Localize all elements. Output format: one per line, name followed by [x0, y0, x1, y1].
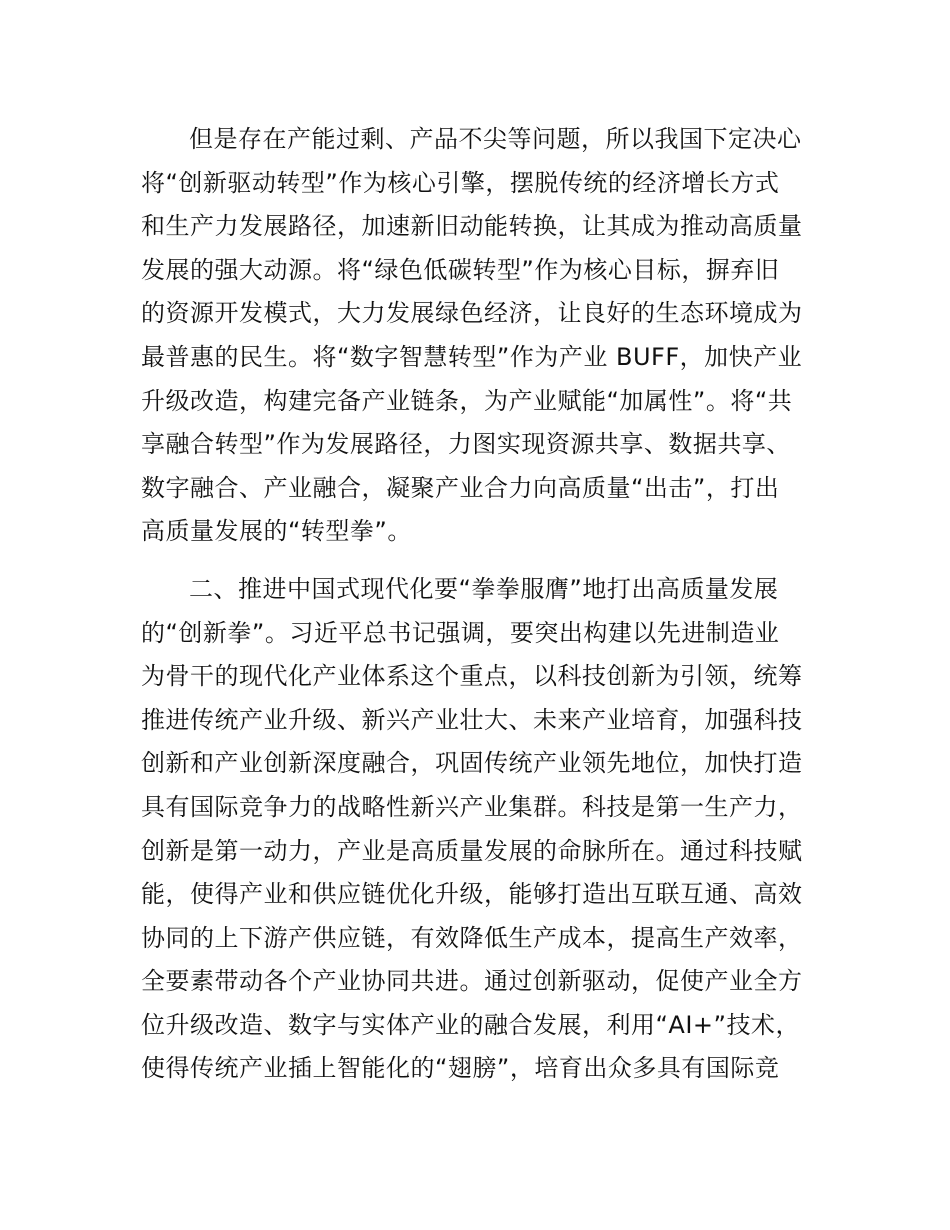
text-line: 位升级改造、数字与实体产业的融合发展，利用“AI+”技术，: [141, 1010, 800, 1039]
text-line: 二、推进中国式现代化要“拳拳服膺”地打出高质量发展: [189, 574, 779, 603]
text-line: 创新和产业创新深度融合，巩固传统产业领先地位，加快打造: [141, 749, 803, 778]
text-line: 能，使得产业和供应链优化升级，能够打造出互联互通、高效: [141, 880, 803, 909]
paragraph-1: [141, 118, 813, 554]
text-line: 发展的强大动源。将“绿色低碳转型”作为核心目标，摒弃旧: [141, 255, 780, 284]
text-line: 协同的上下游产供应链，有效降低生产成本，提高生产效率，: [141, 923, 803, 952]
paragraph-2: [141, 568, 813, 1091]
text-line: 将“创新驱动转型”作为核心引擎，摆脱传统的经济增长方式: [141, 168, 780, 197]
text-line: 升级改造，构建完备产业链条，为产业赋能“加属性”。将“共: [141, 386, 793, 415]
text-line: 数字融合、产业融合，凝聚产业合力向高质量“出击”，打出: [141, 473, 780, 502]
text-line: 的资源开发模式，大力发展绿色经济，让良好的生态环境成为: [141, 299, 803, 328]
text-line: 的“创新拳”。习近平总书记强调，要突出构建以先进制造业: [141, 618, 780, 647]
text-line: 具有国际竞争力的战略性新兴产业集群。科技是第一生产力，: [141, 792, 803, 821]
paragraph-gap: [141, 554, 813, 568]
text-line: 使得传统产业插上智能化的“翅膀”，培育出众多具有国际竞: [141, 1054, 780, 1083]
text-line: 和生产力发展路径，加速新旧动能转换，让其成为推动高质量: [141, 212, 803, 241]
text-line: 但是存在产能过剩、产品不尖等问题，所以我国下定决心: [189, 125, 802, 153]
text-line: 创新是第一动力，产业是高质量发展的命脉所在。通过科技赋: [141, 836, 803, 865]
text-line: 推进传统产业升级、新兴产业壮大、未来产业培育，加强科技: [141, 705, 803, 734]
text-line: 享融合转型”作为发展路径，力图实现资源共享、数据共享、: [141, 430, 791, 459]
text-line: 全要素带动各个产业协同共进。通过创新驱动，促使产业全方: [141, 967, 803, 996]
body-text: [141, 118, 813, 1091]
text-line: 最普惠的民生。将“数字智慧转型”作为产业 BUFF，加快产业: [141, 342, 803, 371]
text-line: 高质量发展的“转型拳”。: [141, 517, 412, 546]
text-line: 为骨干的现代化产业体系这个重点，以科技创新为引领，统筹: [141, 662, 803, 691]
